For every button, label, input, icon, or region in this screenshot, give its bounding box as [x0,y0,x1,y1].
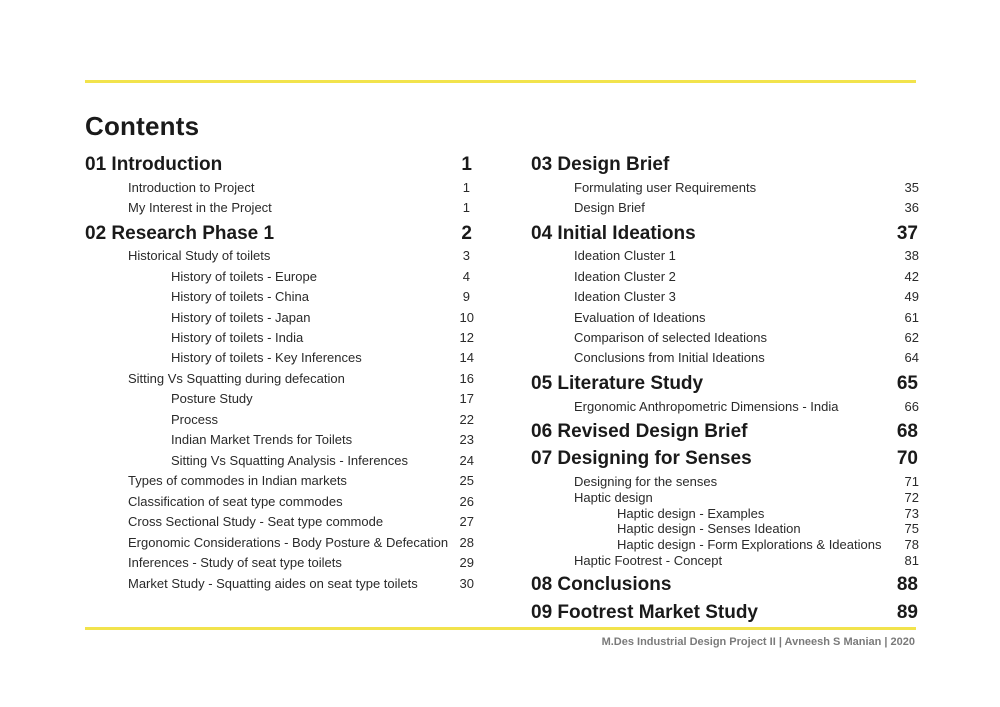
toc-label: 07 Designing for Senses [531,448,752,469]
toc-page: 1 [461,154,472,175]
toc-item-my-interest[interactable] [128,200,470,216]
toc-page: 37 [896,223,918,244]
toc-page: 1 [462,180,470,195]
toc-page: 12 [459,330,474,345]
toc-section-designing-for-senses[interactable] [531,448,918,470]
toc-page: 66 [904,399,919,414]
toc-page: 78 [904,537,919,552]
toc-page: 89 [896,602,918,623]
toc-item-process[interactable] [171,412,474,428]
toc-page: 22 [459,412,474,427]
toc-label: Types of commodes in Indian markets [128,473,347,488]
toc-label: Comparison of selected Ideations [574,330,767,345]
toc-page: 61 [904,310,919,325]
toc-item-evaluation[interactable] [574,310,919,326]
toc-page: 29 [459,555,474,570]
toc-page: 25 [459,473,474,488]
toc-label: Ergonomic Anthropometric Dimensions - India [574,399,839,414]
toc-page: 17 [459,391,474,406]
toc-item-history-europe[interactable] [171,269,470,285]
toc-label: 01 Introduction [85,154,223,175]
toc-label: 05 Literature Study [531,373,704,394]
toc-page: 75 [904,521,919,536]
toc-item-comparison[interactable] [574,330,919,346]
toc-item-cluster-3[interactable] [574,289,919,305]
toc-label: History of toilets - China [171,289,309,304]
toc-label: Sitting Vs Squatting during defecation [128,371,345,386]
toc-item-market-study[interactable] [128,576,474,592]
toc-item-historical-study[interactable] [128,248,470,264]
toc-label: Cross Sectional Study - Seat type commode [128,514,384,529]
toc-page: 65 [896,373,918,394]
toc-page: 3 [462,248,470,263]
toc-section-revised-design-brief[interactable] [531,421,918,443]
toc-page: 26 [459,494,474,509]
toc-label: Introduction to Project [128,180,255,195]
toc-item-inferences-seat[interactable] [128,555,474,571]
toc-page: 62 [904,330,919,345]
toc-section-literature-study[interactable] [531,373,918,395]
toc-section-research-phase-1[interactable] [85,223,472,245]
toc-item-history-india[interactable] [171,330,474,346]
toc-item-history-key-inferences[interactable] [171,350,474,366]
toc-label: Ideation Cluster 2 [574,269,676,284]
toc-item-posture-study[interactable] [171,391,474,407]
page-title: Contents [85,111,200,141]
toc-label: 06 Revised Design Brief [531,421,748,442]
toc-item-commode-types[interactable] [128,473,474,489]
toc-page: 72 [904,490,919,505]
toc-page: 2 [461,223,472,244]
toc-item-cluster-1[interactable] [574,248,919,264]
toc-item-haptic-senses-ideation[interactable] [617,521,919,536]
toc-label: Conclusions from Initial Ideations [574,350,765,365]
toc-page: 23 [459,432,474,447]
toc-label: Design Brief [574,200,645,215]
toc-label: History of toilets - Europe [171,269,317,284]
page-footer: M.Des Industrial Design Project II | Avneesh S Manian | 2020 [601,636,915,648]
top-accent-rule [85,80,916,83]
toc-item-cross-sectional[interactable] [128,514,474,530]
toc-page: 28 [459,535,474,550]
toc-label: 08 Conclusions [531,574,672,595]
toc-label: History of toilets - Key Inferences [171,350,362,365]
toc-item-formulating[interactable] [574,180,919,196]
toc-label: History of toilets - India [171,330,304,345]
toc-page: 27 [459,514,474,529]
toc-page: 71 [904,474,919,489]
toc-item-history-china[interactable] [171,289,470,305]
toc-item-haptic-footrest[interactable] [574,553,919,568]
toc-page: 38 [904,248,919,263]
toc-page: 16 [459,371,474,386]
toc-label: 02 Research Phase 1 [85,223,275,244]
toc-label: Designing for the senses [574,474,718,489]
toc-item-classification[interactable] [128,494,474,510]
toc-label: Haptic design - Senses Ideation [617,521,801,536]
toc-page: 14 [459,350,474,365]
toc-page: 73 [904,506,919,521]
toc-label: Process [171,412,218,427]
toc-page: 1 [462,200,470,215]
toc-label: Haptic design - Form Explorations & Ideations [617,537,882,552]
toc-item-haptic-form-explorations[interactable] [617,537,919,552]
toc-item-designing-senses[interactable] [574,474,919,489]
toc-page: 49 [904,289,919,304]
toc-label: Posture Study [171,391,253,406]
toc-label: Evaluation of Ideations [574,310,706,325]
toc-page: 10 [459,310,474,325]
toc-section-introduction[interactable] [85,154,472,176]
toc-label: Ideation Cluster 3 [574,289,676,304]
toc-page: 81 [904,553,919,568]
toc-item-market-trends[interactable] [171,432,474,448]
toc-section-initial-ideations[interactable] [531,223,918,245]
toc-label: 03 Design Brief [531,154,670,175]
toc-label: Haptic design - Examples [617,506,765,521]
toc-page: 68 [896,421,918,442]
toc-label: Inferences - Study of seat type toilets [128,555,342,570]
toc-label: 04 Initial Ideations [531,223,696,244]
toc-label: Classification of seat type commodes [128,494,343,509]
toc-item-ergonomic-dimensions[interactable] [574,399,919,415]
toc-page: 9 [462,289,470,304]
toc-label: Indian Market Trends for Toilets [171,432,353,447]
toc-label: My Interest in the Project [128,200,272,215]
toc-item-design-brief[interactable] [574,200,919,216]
toc-item-haptic-examples[interactable] [617,506,919,521]
toc-label: Ergonomic Considerations - Body Posture & Defecation [128,535,449,550]
toc-item-conclusions-initial[interactable] [574,350,919,366]
toc-label: 09 Footrest Market Study [531,602,758,623]
toc-page: 4 [462,269,470,284]
toc-label: Formulating user Requirements [574,180,757,195]
toc-item-cluster-2[interactable] [574,269,919,285]
toc-item-history-japan[interactable] [171,310,474,326]
bottom-accent-rule [85,627,916,630]
toc-label: Sitting Vs Squatting Analysis - Inferences [171,453,409,468]
toc-section-footrest-market-study[interactable] [531,602,918,624]
toc-item-haptic-design[interactable] [574,490,919,505]
toc-label: History of toilets - Japan [171,310,311,325]
toc-label: Haptic Footrest - Concept [574,553,723,568]
toc-page: 36 [904,200,919,215]
toc-page: 35 [904,180,919,195]
toc-section-conclusions[interactable] [531,574,918,596]
toc-page: 64 [904,350,919,365]
toc-section-design-brief[interactable] [531,154,918,176]
toc-page: 24 [459,453,474,468]
toc-label: Market Study - Squatting aides on seat type toilets [128,576,418,591]
toc-item-svs-inferences[interactable] [171,453,474,469]
toc-label: Haptic design [574,490,653,505]
toc-page: 42 [904,269,919,284]
toc-label: Historical Study of toilets [128,248,271,263]
toc-item-sitting-vs-squatting[interactable] [128,371,474,387]
toc-page: 70 [896,448,918,469]
toc-item-intro-project[interactable] [128,180,470,196]
toc-page: 88 [896,574,918,595]
toc-item-ergonomic[interactable] [128,535,474,551]
toc-label: Ideation Cluster 1 [574,248,676,263]
toc-page: 30 [459,576,474,591]
